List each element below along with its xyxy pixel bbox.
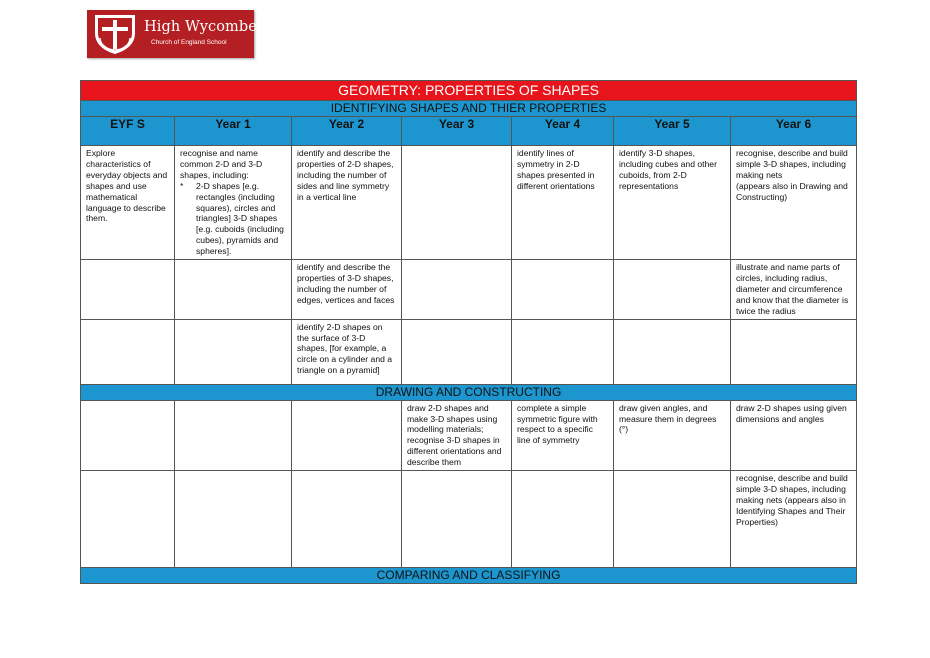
cell-eyfs xyxy=(81,319,175,384)
cell-year-5 xyxy=(614,471,731,568)
section-comparing-classifying: COMPARING AND CLASSIFYING xyxy=(81,568,857,584)
table-row xyxy=(81,319,857,384)
cell-year-6: recognise, describe and build simple 3-D shapes, including making nets (appears also in Identifying Shapes and Their Properties) xyxy=(731,471,857,568)
year-6-text: recognise, describe and build simple 3-D shapes, including making nets xyxy=(736,148,848,180)
header-year-1: Year 1 xyxy=(175,117,292,146)
year-1-item-text: 2-D shapes [e.g. rectangles (including squares), circles and triangles] 3-D shapes xyxy=(196,180,278,224)
cell-year-3 xyxy=(402,146,512,260)
cell-year-1 xyxy=(175,471,292,568)
curriculum-table-wrapper xyxy=(80,80,856,584)
cell-year-4 xyxy=(512,260,614,320)
cross-shield-icon xyxy=(92,13,138,55)
cell-year-2 xyxy=(292,400,402,470)
cell-year-5 xyxy=(614,319,731,384)
curriculum-table xyxy=(80,80,857,584)
cell-year-4 xyxy=(512,471,614,568)
cell-year-5 xyxy=(614,260,731,320)
year-6-note: (appears also in Drawing and Constructing) xyxy=(736,180,848,202)
cell-year-5: identify 3-D shapes, including cubes and other cuboids, from 2-D representations xyxy=(614,146,731,260)
bullet-marker: * xyxy=(180,180,184,191)
cell-year-4: identify lines of symmetry in 2-D shapes presented in different orientations xyxy=(512,146,614,260)
cell-eyfs xyxy=(81,471,175,568)
cell-year-3 xyxy=(402,319,512,384)
school-name: High Wycombe xyxy=(144,19,257,35)
cell-eyfs: Explore characteristics of everyday objects and shapes and use mathematical language to describe them. xyxy=(81,146,175,260)
table-row xyxy=(81,260,857,320)
table-row xyxy=(81,146,857,260)
cell-year-2 xyxy=(292,471,402,568)
cell-year-6: draw 2-D shapes using given dimensions and angles xyxy=(731,400,857,470)
cell-year-2: identify 2-D shapes on the surface of 3-D shapes, [for example, a circle on a cylinder and a triangle on a pyramid] xyxy=(292,319,402,384)
year-1-bullet-item xyxy=(180,181,286,225)
school-logo xyxy=(87,10,257,58)
cell-year-3 xyxy=(402,260,512,320)
header-year-5: Year 5 xyxy=(614,117,731,146)
cell-year-6: illustrate and name parts of circles, including radius, diameter and circumference and know that the diameter is twice the radius xyxy=(731,260,857,320)
year-1-item-continued: [e.g. cuboids (including cubes), pyramids and spheres]. xyxy=(196,224,284,257)
table-row xyxy=(81,471,857,568)
cell-year-1 xyxy=(175,260,292,320)
year-1-intro: recognise and name common 2-D and 3-D shapes, including: xyxy=(180,148,263,180)
section-drawing-constructing: DRAWING AND CONSTRUCTING xyxy=(81,384,857,400)
cell-year-1 xyxy=(175,400,292,470)
school-subtitle: Church of England School xyxy=(151,39,227,46)
header-year-6: Year 6 xyxy=(731,117,857,146)
cell-year-5: draw given angles, and measure them in degrees (°) xyxy=(614,400,731,470)
cell-year-3 xyxy=(402,471,512,568)
cell-year-6 xyxy=(731,146,857,260)
header-year-4: Year 4 xyxy=(512,117,614,146)
cell-year-4 xyxy=(512,319,614,384)
cell-year-1 xyxy=(175,319,292,384)
cell-year-2: identify and describe the properties of 3-D shapes, including the number of edges, vertices and faces xyxy=(292,260,402,320)
header-eyfs: EYF S xyxy=(81,117,175,146)
section-identifying-shapes: IDENTIFYING SHAPES AND THIER PROPERTIES xyxy=(81,101,857,117)
cell-year-2: identify and describe the properties of 2-D shapes, including the number of sides and line symmetry in a vertical line xyxy=(292,146,402,260)
cell-year-4: complete a simple symmetric figure with respect to a specific line of symmetry xyxy=(512,400,614,470)
cell-eyfs xyxy=(81,260,175,320)
header-year-3: Year 3 xyxy=(402,117,512,146)
cell-year-3: draw 2-D shapes and make 3-D shapes using modelling materials; recognise 3-D shapes in different orientations and describe them xyxy=(402,400,512,470)
header-year-2: Year 2 xyxy=(292,117,402,146)
table-row xyxy=(81,400,857,470)
page-title: GEOMETRY: PROPERTIES OF SHAPES xyxy=(81,81,857,101)
cell-year-1 xyxy=(175,146,292,260)
cell-year-6 xyxy=(731,319,857,384)
cell-eyfs xyxy=(81,400,175,470)
